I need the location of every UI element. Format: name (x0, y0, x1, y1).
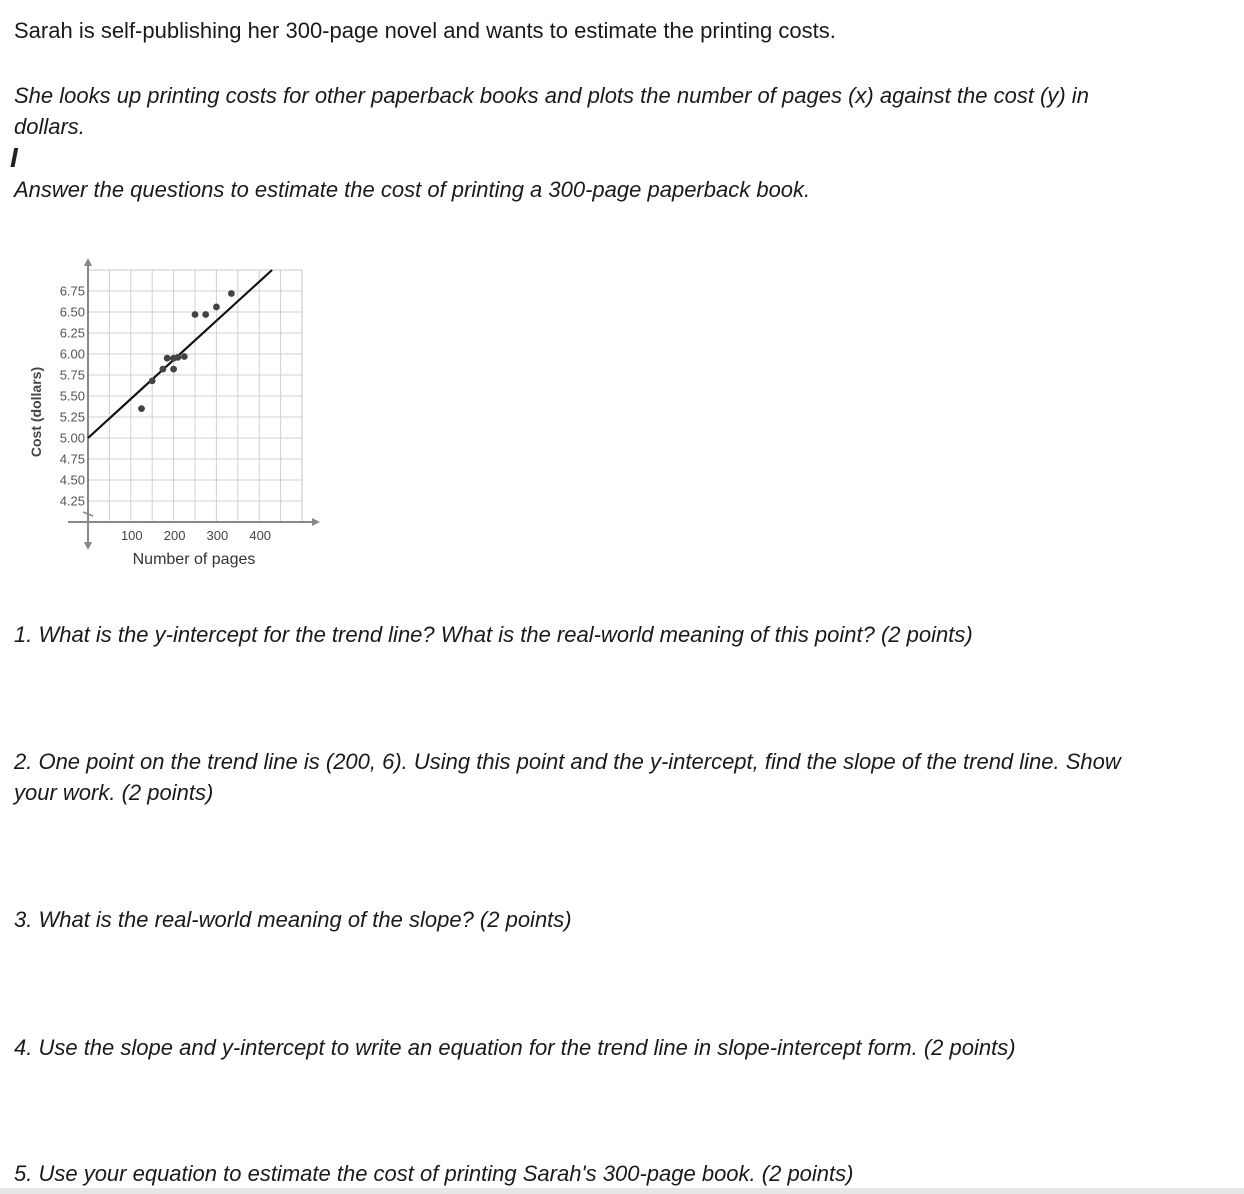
question-3: 3. What is the real-world meaning of the slope? (2 points) (14, 907, 572, 932)
data-point (202, 311, 209, 318)
y-axis-up-arrow-icon (84, 258, 92, 266)
y-tick-label: 4.25 (59, 493, 85, 509)
grid-lines (88, 270, 302, 522)
y-tick-label: 6.25 (59, 325, 85, 341)
data-point (213, 304, 220, 311)
data-point (192, 311, 199, 318)
y-tick-labels (60, 284, 85, 509)
question-4: 4. Use the slope and y-intercept to write an equation for the trend line in slope-intercept form. (2 points) (14, 1035, 1016, 1060)
y-axis-down-arrow-icon (84, 542, 92, 550)
y-axis-label: Cost (dollars) (28, 366, 44, 458)
context-line-1: She looks up printing costs for other paperback books and plots the number of pages (x) against the cost (y) in (14, 83, 1089, 108)
axes (68, 258, 320, 550)
y-tick-label: 4.75 (59, 451, 85, 467)
data-point (181, 353, 188, 360)
x-axis-label: Number of pages (132, 551, 256, 568)
x-axis-arrow-icon (312, 518, 320, 526)
question-2-line-2: your work. (2 points) (14, 780, 214, 805)
y-tick-label: 6.75 (59, 283, 85, 299)
data-point (174, 354, 181, 361)
y-tick-label: 4.50 (59, 472, 85, 488)
data-point (170, 366, 177, 373)
text-cursor-glyph: I (10, 142, 18, 173)
x-tick-label: 200 (163, 528, 186, 543)
question-2-line-1: 2. One point on the trend line is (200, 6). Using this point and the y-intercept, find the slope of the trend line. Show (14, 749, 1121, 774)
data-point (160, 366, 167, 373)
question-5: 5. Use your equation to estimate the cost of printing Sarah's 300-page book. (2 points) (14, 1161, 854, 1186)
intro-sentence: Sarah is self-publishing her 300-page novel and wants to estimate the printing costs. (14, 18, 836, 43)
x-tick-labels (121, 528, 271, 543)
instruction-line: Answer the questions to estimate the cost of printing a 300-page paperback book. (14, 177, 811, 202)
y-tick-label: 6.50 (59, 304, 85, 320)
y-tick-label: 5.75 (59, 367, 85, 383)
y-tick-label: 5.25 (59, 409, 85, 425)
y-tick-label: 6.00 (59, 346, 85, 362)
data-point (228, 290, 235, 297)
data-point (138, 405, 145, 412)
x-tick-label: 400 (249, 528, 272, 543)
y-tick-label: 5.50 (59, 388, 85, 404)
x-tick-label: 100 (120, 528, 143, 543)
y-tick-label: 5.00 (59, 430, 85, 446)
scatter-plot-chart (22, 252, 322, 574)
data-point (149, 377, 156, 384)
data-point (164, 355, 171, 362)
x-tick-label: 300 (206, 528, 229, 543)
bottom-scroll-edge (0, 1188, 1244, 1194)
question-1: 1. What is the y-intercept for the trend line? What is the real-world meaning of this point? (2 points) (14, 622, 973, 647)
context-line-2: dollars. (14, 114, 85, 139)
